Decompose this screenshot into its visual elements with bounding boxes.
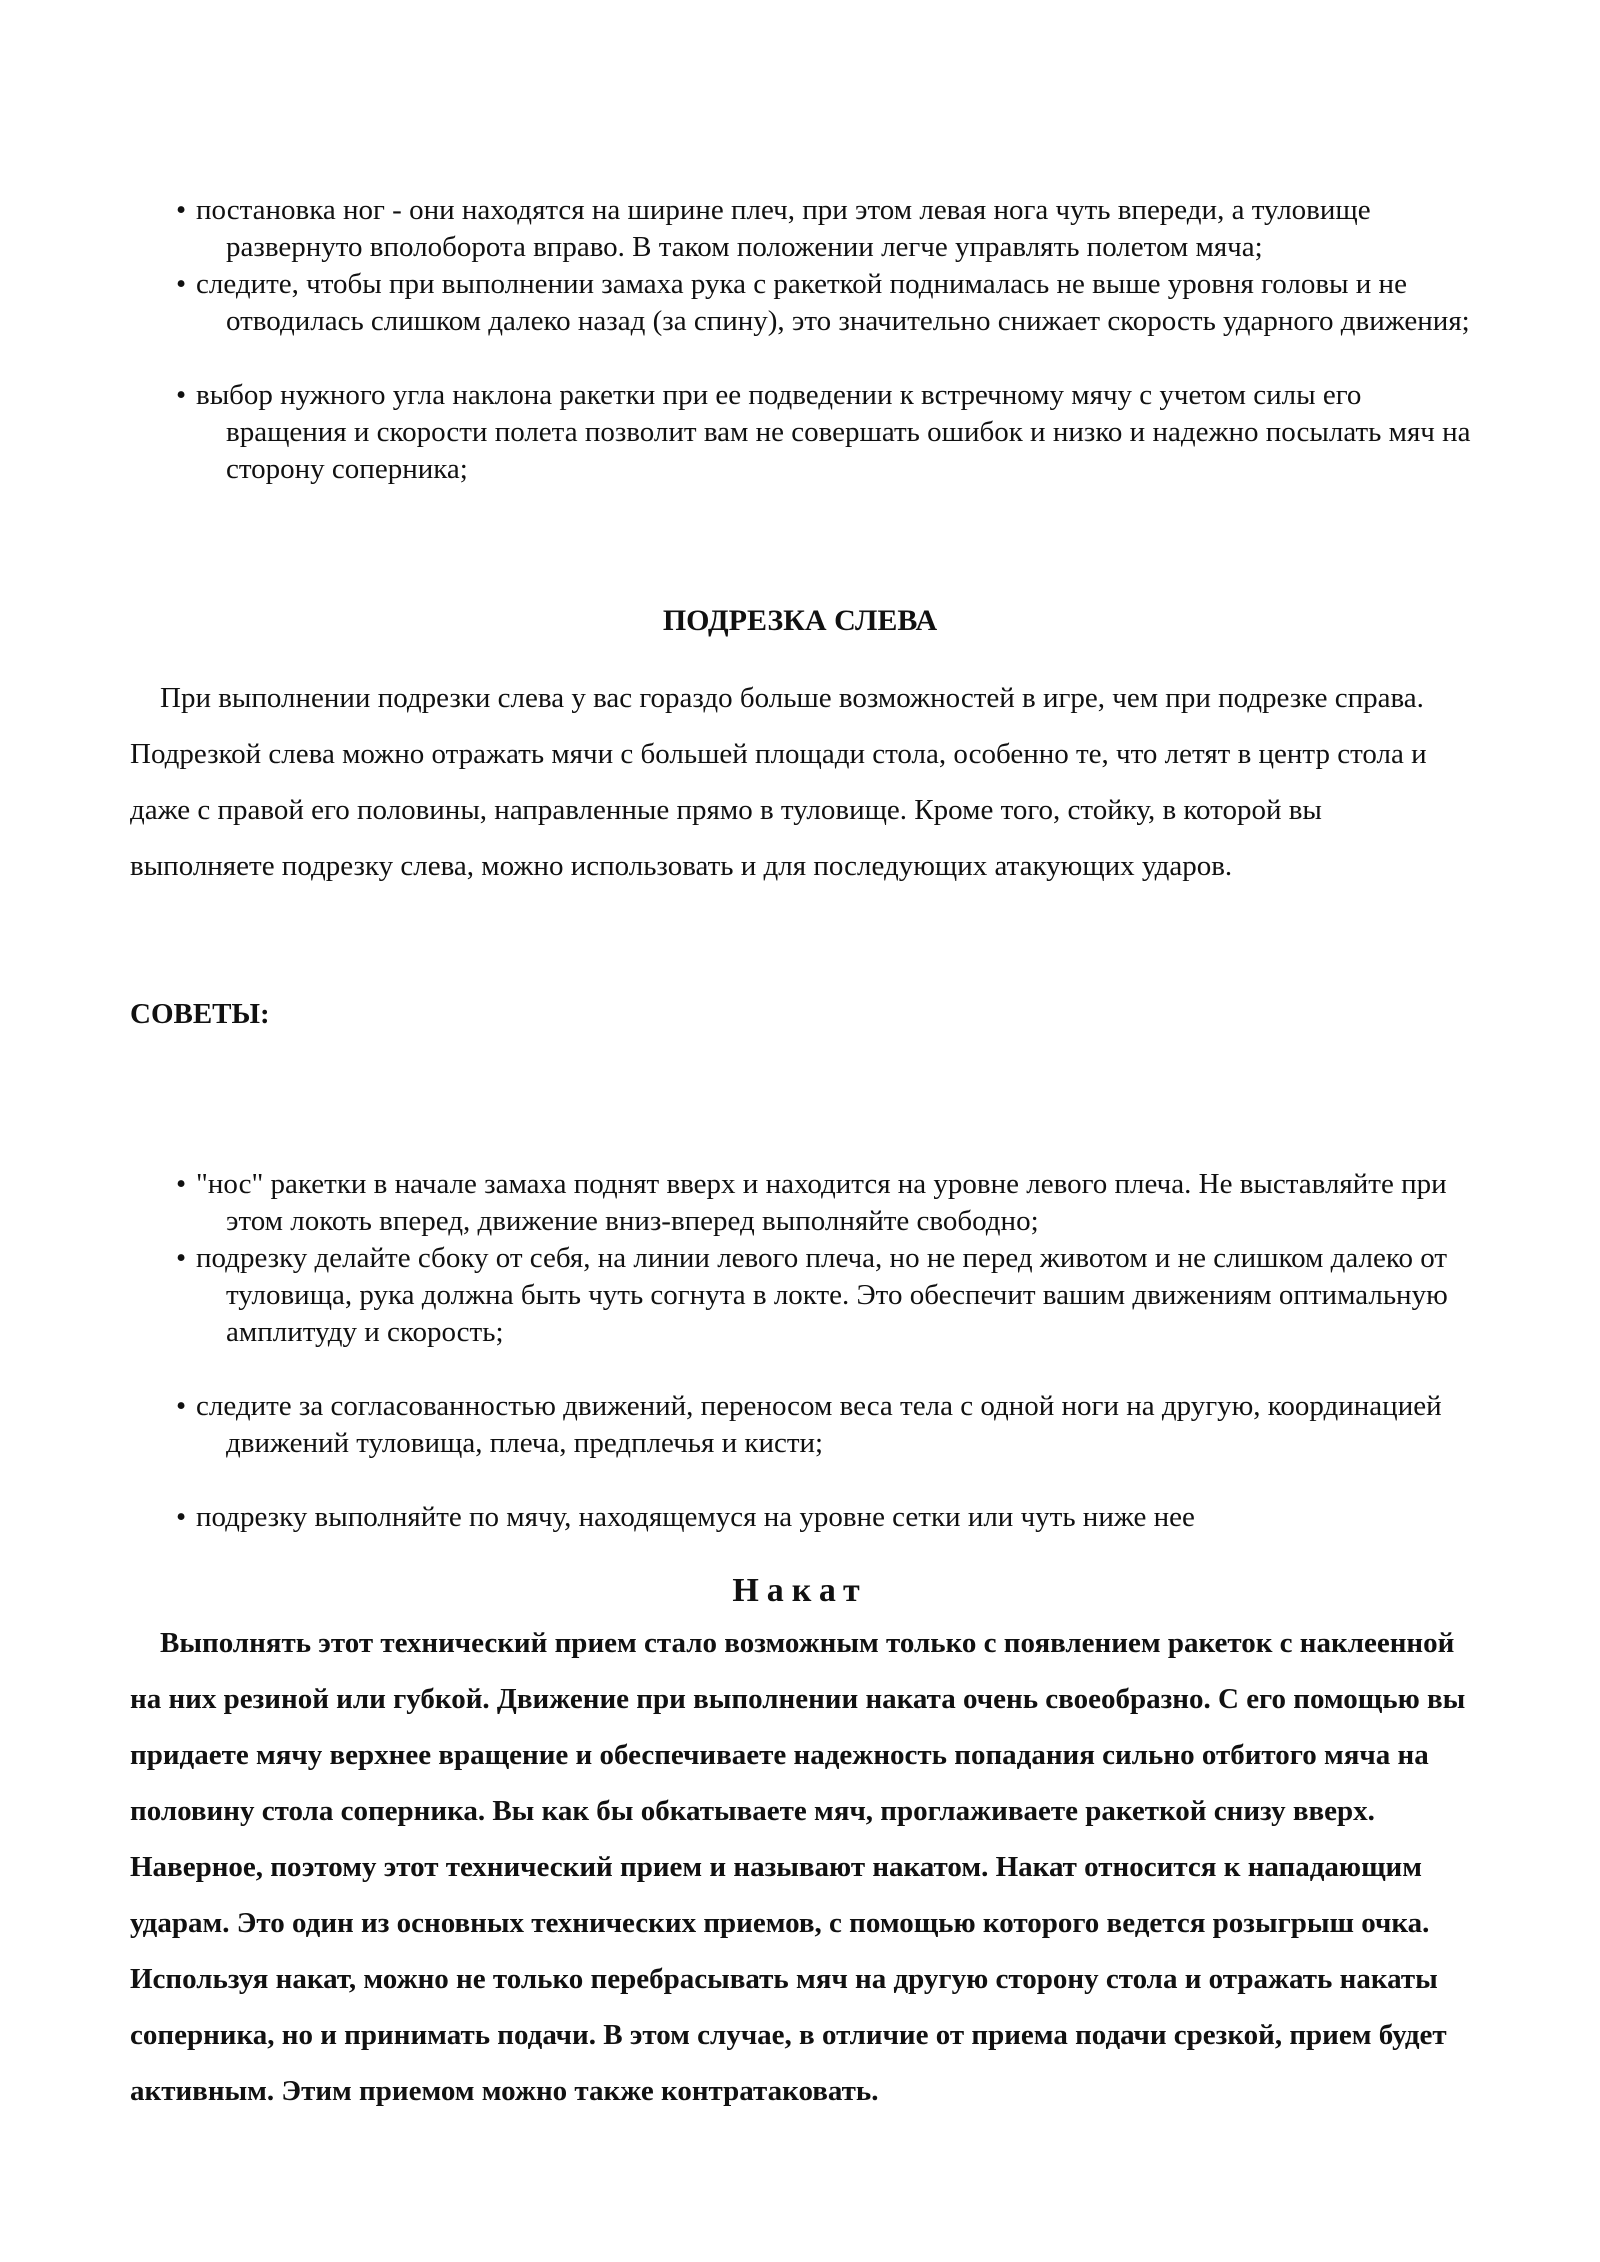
list-item-text: постановка ног - они находятся на ширине плеч, при этом левая нога чуть впереди, а туловище развернуто вполоборота вправо. В таком положении легче управлять полетом мяча;: [196, 194, 1371, 263]
tips-label: СОВЕТЫ:: [130, 998, 270, 1030]
section-paragraph-bold: Выполнять этот технический прием стало возможным только с появлением ракеток с наклеенной на них резиной или губкой. Движение при выполнении наката очень своеобразно. С его помощью вы придаете мячу верхнее вращение и обеспечиваете надежность попадания сильно отбитого мяча на половину стола соперника. Вы как бы обкатываете мяч, проглаживаете ракеткой снизу вверх. Наверное, поэтому этот технический прием и называют накатом. Накат относится к нападающим ударам. Это один из основных технических приемов, с помощью которого ведется розыгрыш очка. Используя накат, можно не только перебрасывать мяч на другую сторону стола и отражать накаты соперника, но и принимать подачи. В этом случае, в отличие от приема подачи срезкой, прием будет активным. Этим приемом можно также контратаковать.: [130, 1627, 1466, 2107]
list-item: [176, 1166, 1476, 1240]
bullet-icon: •: [176, 1168, 187, 1200]
list-item: [176, 1240, 1476, 1351]
list-item-text: "нос" ракетки в начале замаха поднят вверх и находится на уровне левого плеча. Не выставляйте при этом локоть вперед, движение вниз-вперед выполняйте свободно;: [196, 1168, 1447, 1237]
bullet-icon: •: [176, 379, 187, 411]
list-item: [176, 377, 1476, 488]
bullet-list-tips: [176, 1166, 1476, 1536]
list-item: [176, 266, 1476, 340]
bullet-icon: •: [176, 268, 187, 300]
list-item: [176, 192, 1476, 266]
list-spacer: [176, 1351, 1476, 1388]
list-item-text: выбор нужного угла наклона ракетки при ее подведении к встречному мячу с учетом силы его вращения и скорости полета позволит вам не совершать ошибок и низко и надежно посылать мяч на сторону соперника;: [196, 379, 1471, 485]
bullet-icon: •: [176, 194, 187, 226]
section-title-backhand-chop: ПОДРЕЗКА СЛЕВА: [662, 604, 938, 637]
list-item-text: подрезку выполняйте по мячу, находящемуся на уровне сетки или чуть ниже нее: [196, 1501, 1195, 1533]
list-item: [176, 1499, 1476, 1536]
list-item-text: следите за согласованностью движений, переносом веса тела с одной ноги на другую, координацией движений туловища, плеча, предплечья и кисти;: [196, 1390, 1442, 1459]
list-spacer: [176, 1462, 1476, 1499]
list-item-text: подрезку делайте сбоку от себя, на линии левого плеча, но не перед животом и не слишком далеко от туловища, рука должна быть чуть согнута в локте. Это обеспечит вашим движениям оптимальную амплитуду и скорость;: [196, 1242, 1448, 1348]
list-spacer: [176, 340, 1476, 377]
list-item-text: следите, чтобы при выполнении замаха рука с ракеткой поднималась не выше уровня головы и не отводилась слишком далеко назад (за спину), это значительно снижает скорость ударного движения;: [196, 268, 1470, 337]
list-item: [176, 1388, 1476, 1462]
bullet-icon: •: [176, 1242, 187, 1274]
section-paragraph: При выполнении подрезки слева у вас гораздо больше возможностей в игре, чем при подрезке справа. Подрезкой слева можно отражать мячи с большей площади стола, особенно те, что летят в центр стола и даже с правой его половины, направленные прямо в туловище. Кроме того, стойку, в которой вы выполняете подрезку слева, можно использовать и для последующих атакующих ударов.: [130, 682, 1427, 882]
bullet-icon: •: [176, 1501, 187, 1533]
bullet-icon: •: [176, 1390, 187, 1422]
section-title-topspin: Накат: [732, 1572, 868, 1609]
bullet-list-technique: [176, 192, 1476, 488]
